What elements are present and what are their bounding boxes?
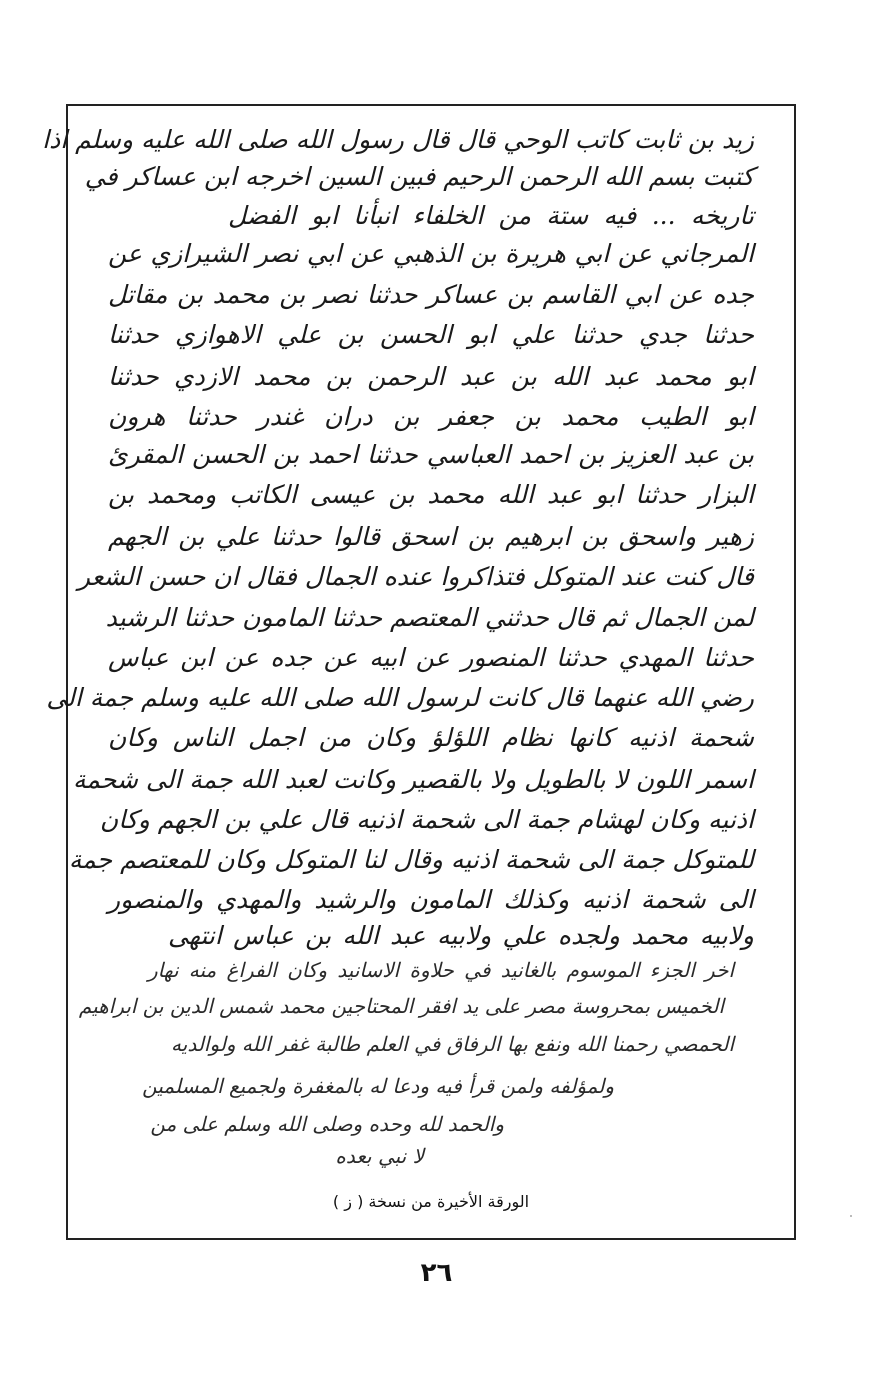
page-number: ٢٦ xyxy=(420,1258,453,1288)
manuscript-line: ابو الطيب محمد بن جعفر بن دران غندر حدثنا هرون xyxy=(108,402,754,431)
manuscript-frame xyxy=(42,104,796,1240)
manuscript-line: شحمة اذنيه كانها نظام اللؤلؤ وكان من اجمل الناس وكان xyxy=(108,723,754,752)
manuscript-line: ابو محمد عبد الله بن عبد الرحمن بن محمد الازدي حدثنا xyxy=(108,362,754,391)
manuscript-line: قال كنت عند المتوكل فتذاكروا عنده الجمال فقال ان حسن الشعر xyxy=(77,562,754,591)
manuscript-line: بن عبد العزيز بن احمد العباسي حدثنا احمد بن الحسن المقرئ xyxy=(108,440,754,469)
manuscript-line: حدثنا المهدي حدثنا المنصور عن ابيه عن جده عن ابن عباس xyxy=(108,643,754,672)
figure-caption: الورقة الأخيرة من نسخة ( ز ) xyxy=(332,1192,530,1211)
colophon-line: الحمصي رحمنا الله ونفع بها الرفاق في العلم طالبة غفر الله ولوالديه xyxy=(171,1032,734,1056)
manuscript-line: كتبت بسم الله الرحمن الرحيم فبين السين اخرجه ابن عساكر في xyxy=(84,162,754,191)
manuscript-line: لمن الجمال ثم قال حدثني المعتصم حدثنا المامون حدثنا الرشيد xyxy=(105,603,754,632)
manuscript-line: اسمر اللون لا بالطويل ولا بالقصير وكانت لعبد الله جمة الى شحمة xyxy=(73,765,754,794)
manuscript-image xyxy=(42,120,754,1168)
manuscript-line: للمتوكل جمة الى شحمة اذنيه وقال لنا المتوكل وكان للمعتصم جمة xyxy=(68,845,754,874)
colophon-line: ولمؤلفه ولمن قرأ فيه ودعا له بالمغفرة ولجميع المسلمين xyxy=(142,1074,614,1098)
manuscript-line: اذنيه وكان لهشام جمة الى شحمة اذنيه قال علي بن الجهم وكان xyxy=(99,805,754,834)
colophon-line: والحمد لله وحده وصلى الله وسلم على من xyxy=(150,1112,504,1136)
manuscript-line: زيد بن ثابت كاتب الوحي قال قال رسول الله صلى الله عليه وسلم اذا xyxy=(42,125,754,154)
manuscript-line: البزار حدثنا ابو عبد الله محمد بن عيسى الكاتب ومحمد بن xyxy=(108,480,754,509)
colophon-line: اخر الجزء الموسوم بالغانيد في حلاوة الاسانيد وكان الفراغ منه نهار xyxy=(148,958,734,982)
manuscript-line: المرجاني عن ابي هريرة بن الذهبي عن ابي نصر الشيرازي عن xyxy=(108,239,754,268)
margin-speck xyxy=(850,1215,852,1217)
manuscript-line: الى شحمة اذنيه وكذلك المامون والرشيد والمهدي والمنصور xyxy=(108,885,754,914)
colophon-line: الخميس بمحروسة مصر على يد افقر المحتاجين محمد شمس الدين بن ابراهيم xyxy=(78,994,724,1018)
manuscript-line: زهير واسحق بن ابرهيم بن اسحق قالوا حدثنا علي بن الجهم xyxy=(108,522,754,551)
manuscript-line: رضي الله عنهما قال كانت لرسول الله صلى الله عليه وسلم جمة الى xyxy=(46,683,754,712)
manuscript-line: جده عن ابي القاسم بن عساكر حدثنا نصر بن محمد بن مقاتل xyxy=(108,280,754,309)
manuscript-line: تاريخه ... فيه ستة من الخلفاء انبأنا ابو الفضل xyxy=(228,201,754,230)
colophon-line: لا نبي بعده xyxy=(335,1144,424,1168)
manuscript-line: حدثنا جدي حدثنا علي ابو الحسن بن علي الاهوازي حدثنا xyxy=(108,320,754,349)
manuscript-line: ولابيه محمد ولجده علي ولابيه عبد الله بن عباس انتهى xyxy=(168,921,754,950)
